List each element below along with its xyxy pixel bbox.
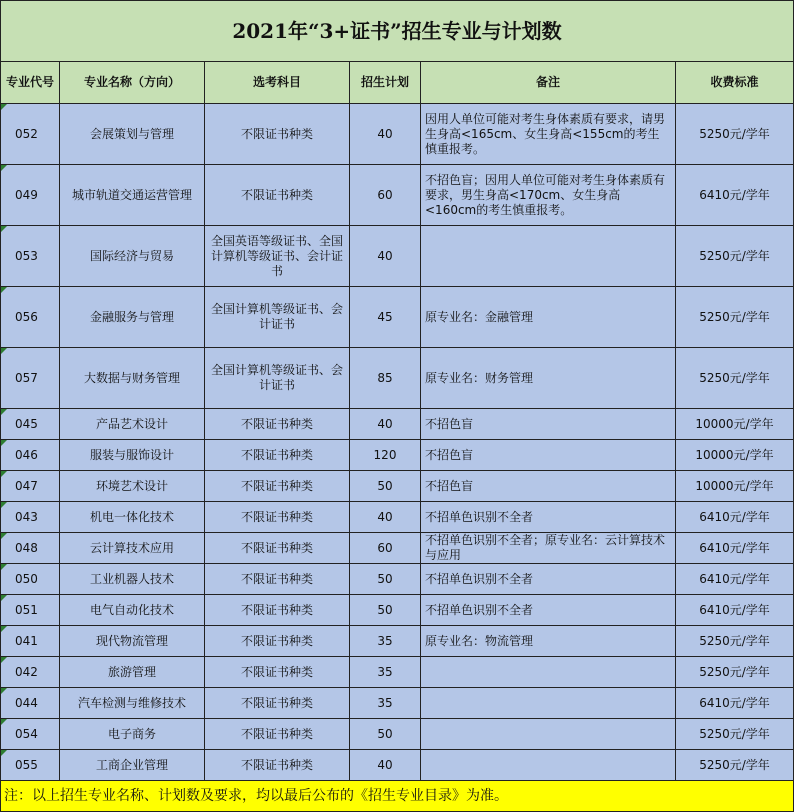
cell-plan[interactable]: 40 — [350, 409, 421, 440]
cell-plan[interactable]: 40 — [350, 226, 421, 287]
table-row — [1, 688, 794, 719]
cell-subject[interactable]: 不限证书种类 — [205, 409, 350, 440]
cell-name[interactable]: 金融服务与管理 — [60, 287, 205, 348]
cell-plan[interactable]: 85 — [350, 348, 421, 409]
cell-name[interactable]: 现代物流管理 — [60, 626, 205, 657]
cell-subject[interactable]: 不限证书种类 — [205, 104, 350, 165]
cell-code[interactable]: 044 — [1, 688, 60, 719]
cell-subject[interactable]: 不限证书种类 — [205, 626, 350, 657]
cell-subject[interactable]: 不限证书种类 — [205, 657, 350, 688]
cell-plan[interactable]: 45 — [350, 287, 421, 348]
header-note[interactable]: 备注 — [421, 62, 676, 104]
table-row — [1, 104, 794, 165]
cell-name[interactable]: 电子商务 — [60, 719, 205, 750]
cell-note[interactable]: 因用人单位可能对考生身体素质有要求，请男生身高<165cm、女生身高<155cm的考生慎重报考。 — [421, 104, 676, 165]
cell-subject[interactable]: 不限证书种类 — [205, 502, 350, 533]
cell-plan[interactable]: 120 — [350, 440, 421, 471]
cell-code[interactable]: 050 — [1, 564, 60, 595]
cell-name[interactable]: 汽车检测与维修技术 — [60, 688, 205, 719]
table-row — [1, 750, 794, 781]
table-row — [1, 719, 794, 750]
cell-subject[interactable]: 不限证书种类 — [205, 564, 350, 595]
table-row — [1, 502, 794, 533]
cell-name[interactable]: 机电一体化技术 — [60, 502, 205, 533]
cell-note[interactable] — [421, 657, 676, 688]
cell-code[interactable]: 057 — [1, 348, 60, 409]
cell-fee[interactable]: 5250元/学年 — [676, 348, 794, 409]
title-row — [1, 1, 794, 62]
cell-plan[interactable]: 35 — [350, 626, 421, 657]
cell-fee[interactable]: 6410元/学年 — [676, 688, 794, 719]
table-row — [1, 348, 794, 409]
table-row — [1, 595, 794, 626]
cell-code[interactable]: 046 — [1, 440, 60, 471]
cell-name[interactable]: 会展策划与管理 — [60, 104, 205, 165]
cell-fee[interactable]: 5250元/学年 — [676, 226, 794, 287]
cell-subject[interactable]: 全国计算机等级证书、会计证书 — [205, 348, 350, 409]
header-subject[interactable]: 选考科目 — [205, 62, 350, 104]
cell-plan[interactable]: 40 — [350, 750, 421, 781]
footer-row — [1, 781, 794, 812]
cell-code[interactable]: 041 — [1, 626, 60, 657]
table-row — [1, 657, 794, 688]
cell-fee[interactable]: 5250元/学年 — [676, 626, 794, 657]
cell-name[interactable]: 服装与服饰设计 — [60, 440, 205, 471]
cell-code[interactable]: 051 — [1, 595, 60, 626]
cell-note[interactable] — [421, 688, 676, 719]
cell-fee[interactable]: 5250元/学年 — [676, 287, 794, 348]
cell-subject[interactable]: 全国英语等级证书、全国计算机等级证书、会计证书 — [205, 226, 350, 287]
cell-name[interactable]: 产品艺术设计 — [60, 409, 205, 440]
cell-code[interactable]: 056 — [1, 287, 60, 348]
cell-code[interactable]: 054 — [1, 719, 60, 750]
cell-subject[interactable]: 不限证书种类 — [205, 750, 350, 781]
cell-code[interactable]: 053 — [1, 226, 60, 287]
cell-fee[interactable]: 6410元/学年 — [676, 595, 794, 626]
cell-fee[interactable]: 6410元/学年 — [676, 165, 794, 226]
cell-note[interactable]: 原专业名：财务管理 — [421, 348, 676, 409]
cell-plan[interactable]: 60 — [350, 165, 421, 226]
cell-plan[interactable]: 35 — [350, 657, 421, 688]
cell-note[interactable]: 原专业名：物流管理 — [421, 626, 676, 657]
cell-name[interactable]: 城市轨道交通运营管理 — [60, 165, 205, 226]
cell-subject[interactable]: 不限证书种类 — [205, 440, 350, 471]
cell-plan[interactable]: 50 — [350, 564, 421, 595]
cell-fee[interactable]: 10000元/学年 — [676, 440, 794, 471]
cell-note[interactable]: 原专业名：金融管理 — [421, 287, 676, 348]
cell-code[interactable]: 049 — [1, 165, 60, 226]
cell-code[interactable]: 048 — [1, 533, 60, 564]
cell-fee[interactable]: 5250元/学年 — [676, 719, 794, 750]
cell-note[interactable]: 不招单色识别不全者 — [421, 502, 676, 533]
cell-subject[interactable]: 不限证书种类 — [205, 533, 350, 564]
header-plan[interactable]: 招生计划 — [350, 62, 421, 104]
cell-fee[interactable]: 10000元/学年 — [676, 471, 794, 502]
cell-subject[interactable]: 不限证书种类 — [205, 165, 350, 226]
cell-plan[interactable]: 60 — [350, 533, 421, 564]
cell-fee[interactable]: 5250元/学年 — [676, 104, 794, 165]
cell-code[interactable]: 055 — [1, 750, 60, 781]
cell-note[interactable]: 不招单色识别不全者 — [421, 564, 676, 595]
cell-note[interactable] — [421, 226, 676, 287]
header-name[interactable]: 专业名称（方向） — [60, 62, 205, 104]
header-row — [1, 62, 794, 104]
cell-plan[interactable]: 50 — [350, 719, 421, 750]
footer-note[interactable]: 注：以上招生专业名称、计划数及要求，均以最后公布的《招生专业目录》为准。 — [1, 781, 794, 812]
cell-code[interactable]: 047 — [1, 471, 60, 502]
cell-note[interactable]: 不招色盲 — [421, 440, 676, 471]
cell-name[interactable]: 旅游管理 — [60, 657, 205, 688]
header-fee[interactable]: 收费标准 — [676, 62, 794, 104]
cell-plan[interactable]: 50 — [350, 595, 421, 626]
cell-plan[interactable]: 40 — [350, 502, 421, 533]
cell-note[interactable]: 不招色盲；因用人单位可能对考生身体素质有要求，男生身高<170cm、女生身高<160cm的考生慎重报考。 — [421, 165, 676, 226]
cell-fee[interactable]: 5250元/学年 — [676, 657, 794, 688]
table-row — [1, 226, 794, 287]
cell-fee[interactable]: 5250元/学年 — [676, 750, 794, 781]
cell-code[interactable]: 052 — [1, 104, 60, 165]
cell-fee[interactable]: 6410元/学年 — [676, 564, 794, 595]
cell-plan[interactable]: 50 — [350, 471, 421, 502]
cell-subject[interactable]: 不限证书种类 — [205, 719, 350, 750]
cell-fee[interactable]: 10000元/学年 — [676, 409, 794, 440]
cell-plan[interactable]: 35 — [350, 688, 421, 719]
cell-note[interactable] — [421, 750, 676, 781]
table-row — [1, 440, 794, 471]
cell-name[interactable]: 大数据与财务管理 — [60, 348, 205, 409]
cell-subject[interactable]: 不限证书种类 — [205, 595, 350, 626]
cell-note[interactable]: 不招色盲 — [421, 471, 676, 502]
cell-code[interactable]: 045 — [1, 409, 60, 440]
cell-note[interactable]: 不招单色识别不全者 — [421, 595, 676, 626]
sheet-title[interactable]: 2021年“3+证书”招生专业与计划数 — [1, 1, 794, 62]
cell-name[interactable]: 云计算技术应用 — [60, 533, 205, 564]
cell-subject[interactable]: 不限证书种类 — [205, 688, 350, 719]
table-row — [1, 626, 794, 657]
cell-code[interactable]: 042 — [1, 657, 60, 688]
cell-subject[interactable]: 不限证书种类 — [205, 471, 350, 502]
table-row — [1, 564, 794, 595]
cell-code[interactable]: 043 — [1, 502, 60, 533]
table-row — [1, 471, 794, 502]
header-code[interactable]: 专业代号 — [1, 62, 60, 104]
table-row — [1, 165, 794, 226]
cell-name[interactable]: 电气自动化技术 — [60, 595, 205, 626]
table-row — [1, 533, 794, 564]
cell-subject[interactable]: 全国计算机等级证书、会计证书 — [205, 287, 350, 348]
cell-plan[interactable]: 40 — [350, 104, 421, 165]
cell-fee[interactable]: 6410元/学年 — [676, 533, 794, 564]
table-row — [1, 287, 794, 348]
cell-name[interactable]: 工业机器人技术 — [60, 564, 205, 595]
table-row — [1, 409, 794, 440]
cell-name[interactable]: 工商企业管理 — [60, 750, 205, 781]
cell-name[interactable]: 环境艺术设计 — [60, 471, 205, 502]
cell-note[interactable]: 不招单色识别不全者；原专业名：云计算技术与应用 — [421, 533, 676, 564]
cell-fee[interactable]: 6410元/学年 — [676, 502, 794, 533]
cell-note[interactable] — [421, 719, 676, 750]
cell-name[interactable]: 国际经济与贸易 — [60, 226, 205, 287]
cell-note[interactable]: 不招色盲 — [421, 409, 676, 440]
